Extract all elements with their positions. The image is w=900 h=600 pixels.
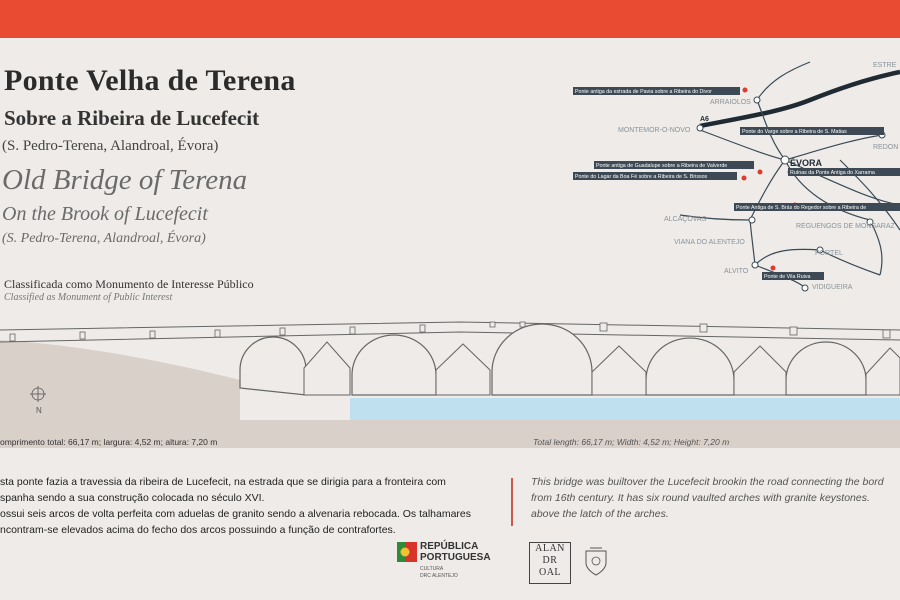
place-alvito: ALVITO bbox=[724, 268, 749, 275]
parapet-posts bbox=[10, 322, 890, 341]
republica-logo-text bbox=[420, 541, 491, 563]
description-en-line: This bridge was builtover the Lucefecit brookin the road connecting the bord bbox=[531, 476, 884, 488]
bridge-guadalupe: Ponte antiga de Guadalupe sobre a Ribeira de Valverde bbox=[596, 163, 728, 169]
road-a6-label: A6 bbox=[700, 116, 709, 123]
location-pt: (S. Pedro-Terena, Alandroal, Évora) bbox=[2, 138, 219, 154]
description-en bbox=[531, 474, 900, 522]
place-reguengos: REGUENGOS DE MONSARAZ bbox=[796, 223, 895, 230]
bridge-regedor: Ponte Antiga de S. Brás do Regedor sobre a Ribeira de bbox=[736, 205, 867, 211]
place-alcacovas: ALCAÇOVAS bbox=[664, 216, 707, 223]
alandroal-line: DR bbox=[542, 555, 558, 566]
cultura-drc-text bbox=[420, 566, 458, 580]
place-montemor: MONTEMOR-O-NOVO bbox=[618, 127, 691, 134]
cultura-label: CULTURA bbox=[420, 566, 444, 572]
republica-line2: PORTUGUESA bbox=[420, 552, 491, 563]
description-en-line: above the latch of the arches. bbox=[531, 508, 669, 520]
alandroal-logo bbox=[529, 542, 571, 584]
bridge-lagar: Ponte do Lagar da Boa Fé sobre a Ribeira de S. Brissos bbox=[575, 174, 708, 180]
title-en: Old Bridge of Terena bbox=[2, 164, 248, 196]
location-en: (S. Pedro-Terena, Alandroal, Évora) bbox=[2, 231, 206, 246]
description-pt bbox=[0, 474, 500, 538]
dimensions-en: Total length: 66,17 m; Width: 4,52 m; Height: 7,20 m bbox=[533, 437, 730, 447]
bridge-xarrama: Ruínas da Ponte Antiga do Xarrama bbox=[790, 170, 875, 176]
drc-label: DRC ALENTEJO bbox=[420, 573, 458, 579]
description-en-line: from 16th century. It has six round vaulted arches with granite keystones. bbox=[531, 492, 870, 504]
subtitle-pt: Sobre a Ribeira de Lucefecit bbox=[4, 106, 260, 130]
place-portel: PORTEL bbox=[815, 250, 843, 257]
classification-en: Classified as Monument of Public Interest bbox=[4, 292, 173, 303]
description-pt-line: spanha sendo a sua construção colocada no século XVI. bbox=[0, 492, 265, 504]
place-viana: VIANA DO ALENTEJO bbox=[674, 239, 745, 246]
title-pt: Ponte Velha de Terena bbox=[4, 64, 296, 97]
text-divider bbox=[511, 478, 513, 526]
description-pt-line: ossui seis arcos de volta perfeita com aduelas de granito sendo a alvenaria rebocada. Os talhamares bbox=[0, 508, 472, 520]
place-estremoz: ESTRE bbox=[873, 62, 897, 69]
bridge-vila-ruiva: Ponte de Vila Ruiva bbox=[764, 274, 811, 280]
place-vidigueira: VIDIGUEIRA bbox=[812, 284, 853, 291]
classification-pt: Classificada como Monumento de Interesse Público bbox=[4, 277, 254, 291]
alandroal-line: OAL bbox=[538, 567, 562, 578]
republica-flag-logo bbox=[397, 540, 417, 566]
republica-line1: REPÚBLICA bbox=[420, 541, 479, 552]
water bbox=[350, 398, 900, 420]
place-redondo: REDON bbox=[873, 144, 899, 151]
description-pt-line: sta ponte fazia a travessia da ribeira de Lucefecit, na estrada que se dirigia para a fronteira com bbox=[0, 476, 446, 488]
bridge-pavia: Ponte antiga da estrada de Pavia sobre a Ribeira do Divor bbox=[575, 89, 712, 95]
municipal-crest-icon bbox=[582, 545, 610, 577]
description-pt-line: ncontram-se elevados acima do fecho dos arcos possuindo a função de contrafortes. bbox=[0, 524, 396, 536]
svg-text:N: N bbox=[36, 406, 42, 415]
dimensions-pt: omprimento total: 66,17 m; largura: 4,52 m; altura: 7,20 m bbox=[0, 437, 218, 447]
place-arraiolos: ARRAIOLOS bbox=[710, 99, 751, 106]
alandroal-line: ALAN bbox=[535, 543, 565, 554]
subtitle-en: On the Brook of Lucefecit bbox=[2, 203, 208, 225]
place-evora: ÉVORA bbox=[790, 158, 823, 168]
bridge-varge: Ponte do Varge sobre a Ribeira de S. Matias bbox=[742, 129, 847, 135]
